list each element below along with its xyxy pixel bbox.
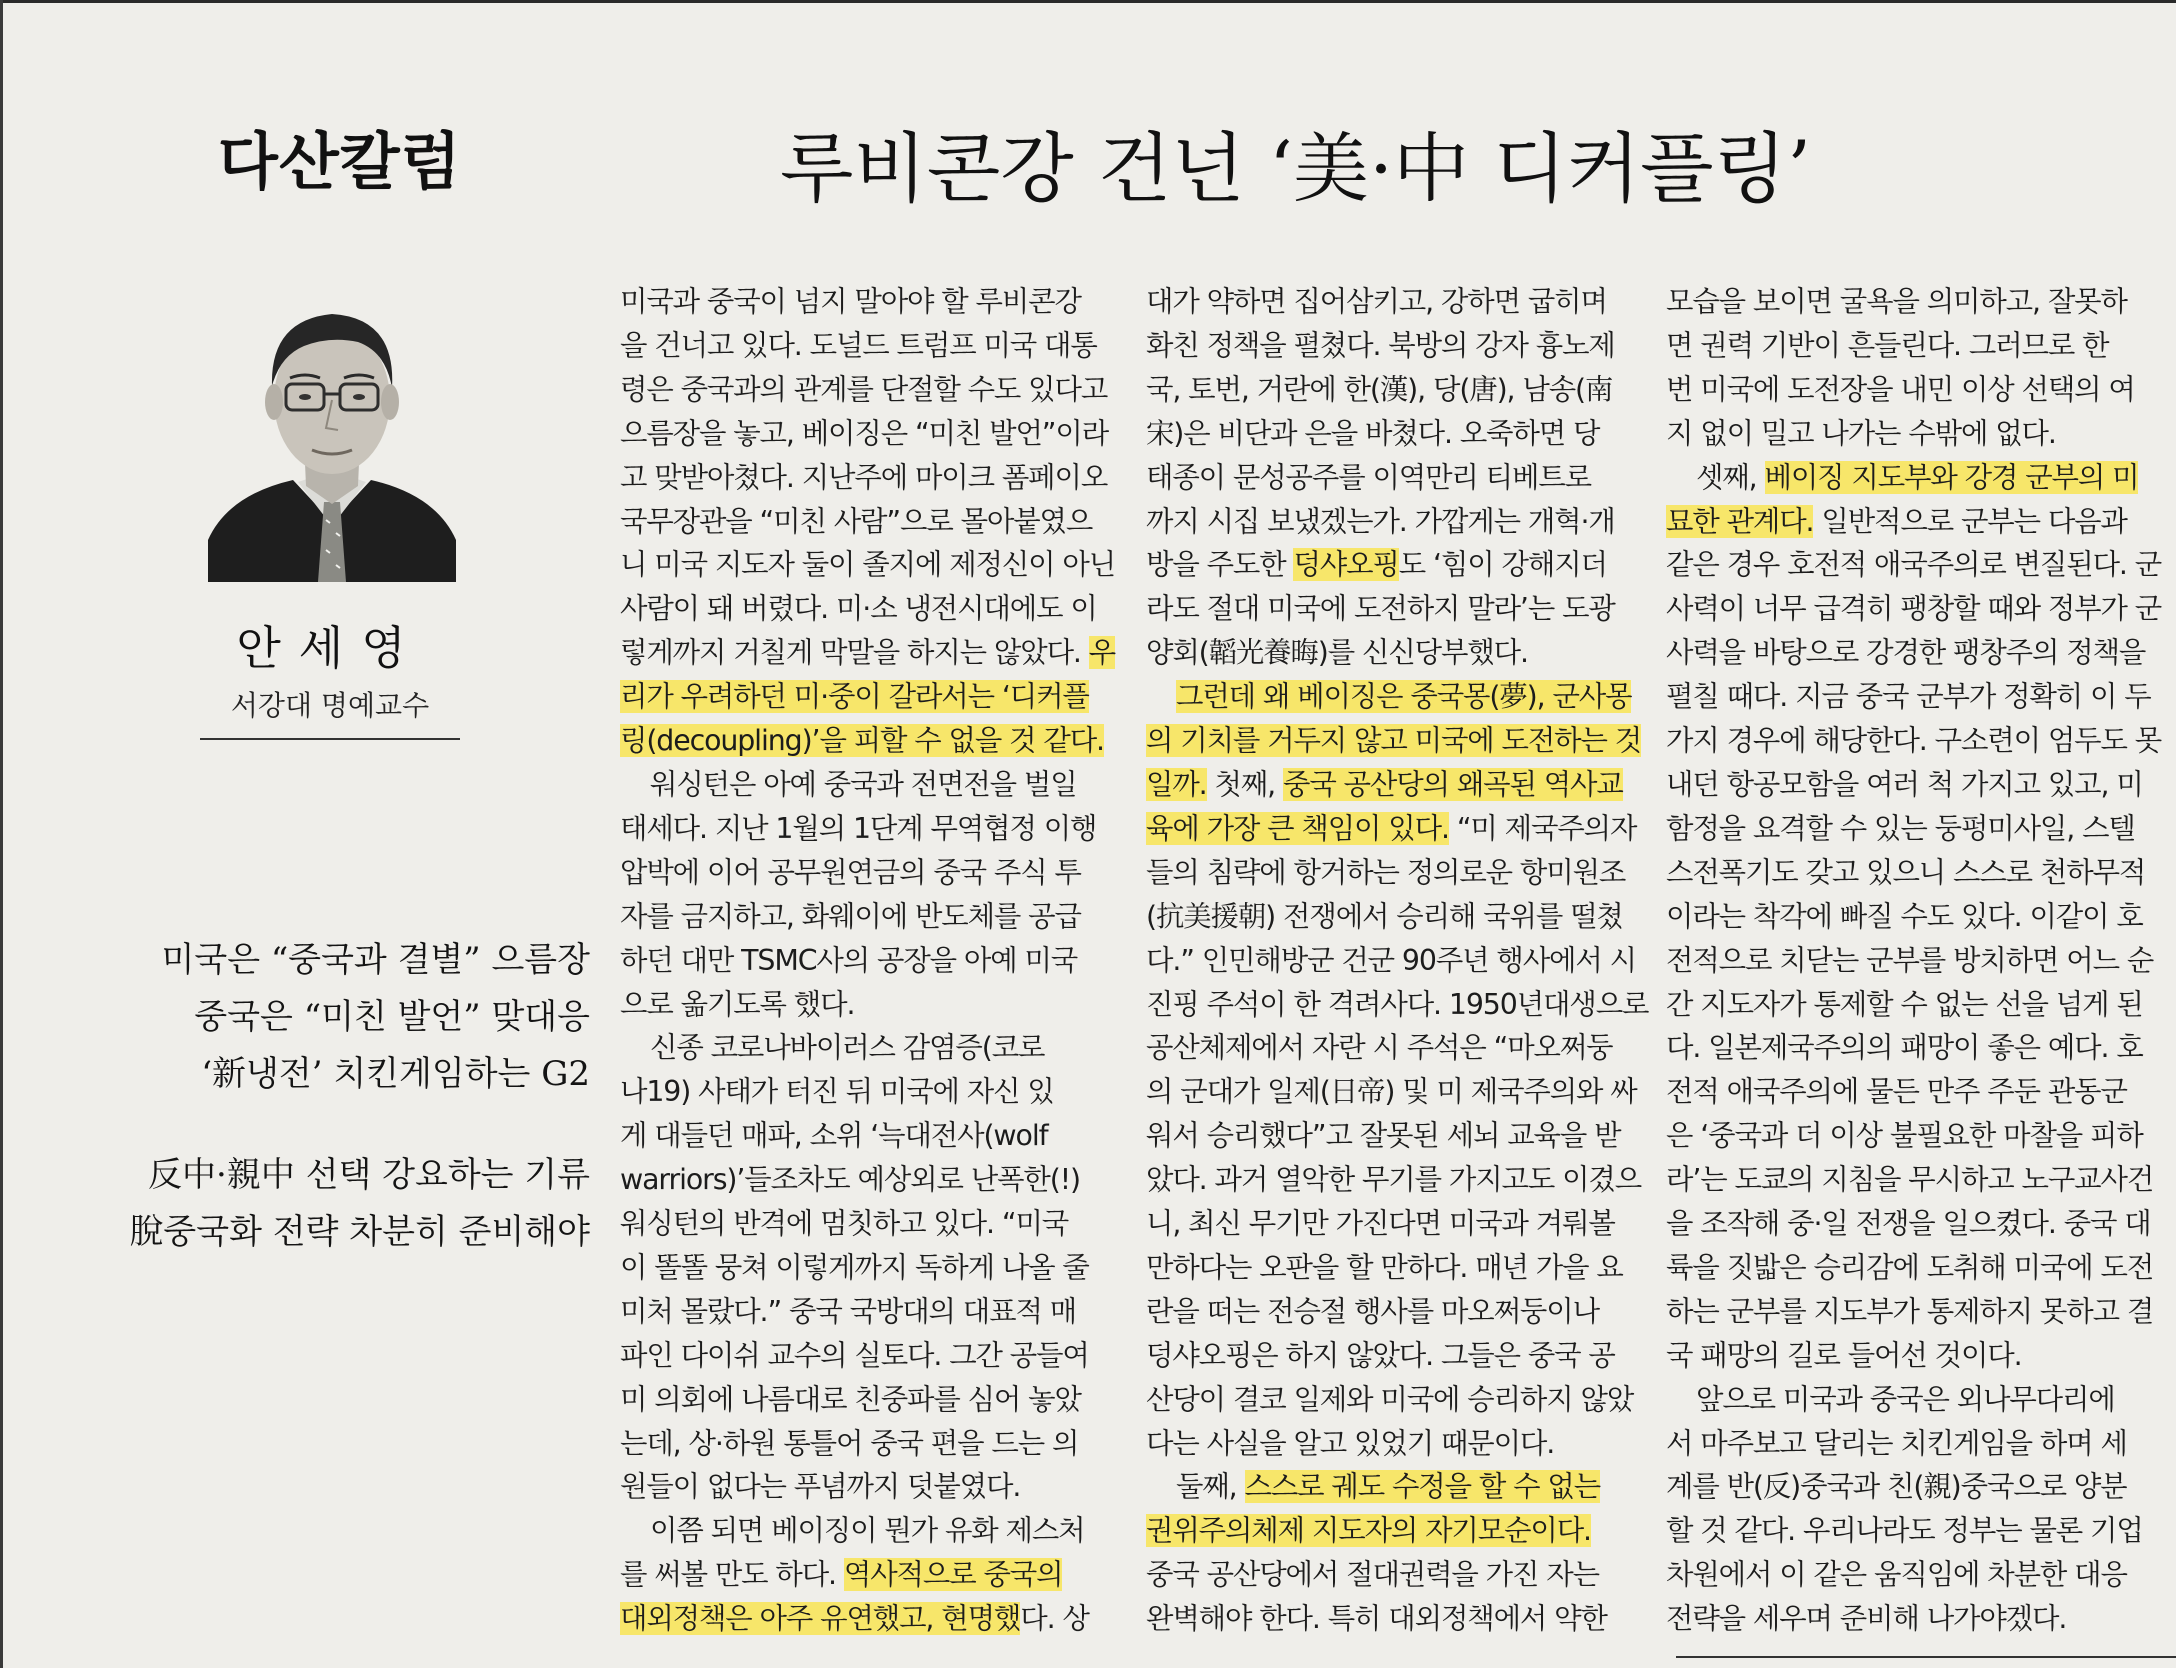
text-line: 계를 반(反)중국과 친(親)중국으로 양분	[1666, 1470, 2127, 1504]
text-line: 국, 토번, 거란에 한(漢), 당(唐), 남송(南	[1146, 372, 1613, 406]
text-line: 은 ‘중국과 더 이상 불필요한 마찰을 피하	[1666, 1119, 2143, 1153]
text-line: 다. 일본제국주의의 패망이 좋은 예다. 호	[1666, 1031, 2143, 1065]
text-line: 산당이 결코 일제와 미국에 승리하지 않았	[1146, 1382, 1634, 1416]
author-divider	[200, 738, 460, 740]
text-line: 았다. 과거 열악한 무기를 가지고도 이겼으	[1146, 1163, 1642, 1197]
text-line: 전적 애국주의에 물든 만주 주둔 관동군	[1666, 1075, 2127, 1109]
text-line	[1146, 1465, 1642, 1509]
text-line: 태종이 문성공주를 이역만리 티베트로	[1146, 460, 1591, 494]
text-line	[1146, 543, 1642, 587]
text-line: 령은 중국과의 관계를 단절할 수도 있다고	[620, 372, 1108, 406]
top-border	[0, 0, 2176, 3]
text-line: 가지 경우에 해당한다. 구소련이 엄두도 못	[1666, 724, 2162, 758]
text-span: 렇게까지 거칠게 막말을 하지는 않았다.	[620, 636, 1089, 670]
article-column-2	[1146, 280, 1649, 1641]
highlighted-text: 덩샤오핑	[1293, 548, 1399, 582]
author-affiliation: 서강대 명예교수	[230, 689, 430, 722]
text-line: 의 군대가 일제(日帝) 및 미 제국주의와 싸	[1146, 1075, 1637, 1109]
text-line: 니, 최신 무기만 가진다면 미국과 겨뤄볼	[1146, 1207, 1615, 1241]
text-line: 을 건너고 있다. 도널드 트럼프 미국 대통	[620, 328, 1097, 362]
text-span: 방을 주도한	[1146, 548, 1294, 582]
text-span: 를 써볼 만도 하다.	[620, 1558, 844, 1592]
article-column-3	[1666, 280, 2162, 1641]
text-line: 내던 항공모함을 여러 척 가지고 있고, 미	[1666, 767, 2143, 801]
subheadline-line: 중국은 “미친 발언” 맞대응	[194, 997, 590, 1037]
text-line: 같은 경우 호전적 애국주의로 변질된다. 군	[1666, 548, 2162, 582]
text-span: 둘째,	[1176, 1470, 1245, 1504]
text-line: 을 조작해 중·일 전쟁을 일으켰다. 중국 대	[1666, 1207, 2151, 1241]
text-line: 공산체제에서 자란 시 주석은 “마오쩌둥	[1146, 1031, 1613, 1065]
highlighted-text: 링(decoupling)’을 피할 수 없을 것 같다.	[620, 724, 1104, 758]
text-line	[620, 1597, 1116, 1641]
highlighted-text: 그런데 왜 베이징은 중국몽(夢), 군사몽	[1176, 680, 1632, 714]
highlighted-text: 대외정책은 아주 유연했고, 현명했	[620, 1602, 1021, 1636]
text-line: 국 패망의 길로 들어선 것이다.	[1666, 1338, 2022, 1372]
text-line: 펼칠 때다. 지금 중국 군부가 정확히 이 두	[1666, 680, 2151, 714]
text-line: 사력이 너무 급격히 팽창할 때와 정부가 군	[1666, 592, 2162, 626]
highlighted-text: 스스로 궤도 수정을 할 수 없는	[1244, 1470, 1601, 1504]
left-border	[0, 0, 3, 1668]
text-line: 하는 군부를 지도부가 통제하지 못하고 결	[1666, 1294, 2154, 1328]
text-line: warriors)’들조차도 예상외로 난폭한(!)	[620, 1163, 1080, 1197]
text-line: 서 마주보고 달리는 치킨게임을 하며 세	[1666, 1426, 2127, 1460]
text-line: 이 똘똘 뭉쳐 이렇게까지 독하게 나올 줄	[620, 1250, 1089, 1284]
text-line: 지 없이 밀고 나가는 수밖에 없다.	[1666, 416, 2056, 450]
text-line: 압박에 이어 공무원연금의 중국 주식 투	[620, 855, 1081, 889]
text-line: 중국 공산당에서 절대권력을 가진 자는	[1146, 1558, 1599, 1592]
text-line: 화친 정책을 펼쳤다. 북방의 강자 흉노제	[1146, 328, 1615, 362]
author-photo	[208, 290, 456, 582]
text-line: 미국과 중국이 넘지 말아야 할 루비콘강	[620, 285, 1081, 318]
text-line	[620, 1553, 1116, 1597]
headline: 루비콘강 건넌 ‘美·中 디커플링’	[780, 124, 1812, 213]
highlighted-text: 우	[1088, 636, 1116, 670]
text-line	[1146, 763, 1642, 807]
text-line: 모습을 보이면 굴욕을 의미하고, 잘못하	[1666, 285, 2127, 318]
subheadline-line: 反中·親中 선택 강요하는 기류	[148, 1155, 590, 1195]
text-line: 전략을 세우며 준비해 나가야겠다.	[1666, 1602, 2067, 1636]
text-line: 宋)은 비단과 은을 바쳤다. 오죽하면 당	[1146, 416, 1600, 450]
text-span: 다. 상	[1020, 1602, 1089, 1636]
text-line: 고 맞받아쳤다. 지난주에 마이크 폼페이오	[620, 460, 1108, 494]
text-line: 하던 대만 TSMC사의 공장을 아예 미국	[620, 943, 1078, 977]
text-line: 으로 옮기도록 했다.	[620, 987, 855, 1021]
text-line: 면 권력 기반이 흔들린다. 그러므로 한	[1666, 328, 2109, 362]
highlighted-text: 중국 공산당의 왜곡된 역사교	[1283, 767, 1623, 801]
text-line: 워싱턴은 아예 중국과 전면전을 벌일	[650, 767, 1077, 801]
text-line: 완벽해야 한다. 특히 대외정책에서 약한	[1146, 1602, 1607, 1636]
text-line: 워서 승리했다”고 잘못된 세뇌 교육을 받	[1146, 1119, 1621, 1153]
text-line: 국무장관을 “미친 사람”으로 몰아붙였으	[620, 504, 1093, 538]
text-line: 사력을 바탕으로 강경한 팽창주의 정책을	[1666, 636, 2146, 670]
text-line: 파인 다이쉬 교수의 실토다. 그간 공들여	[620, 1338, 1089, 1372]
text-line	[1666, 456, 2162, 500]
text-line: 는데, 상·하원 통틀어 중국 편을 드는 의	[620, 1426, 1079, 1460]
text-span: 셋째,	[1696, 460, 1765, 494]
text-line: 진핑 주석이 한 격려사다. 1950년대생으로	[1146, 987, 1649, 1021]
text-span: 첫째,	[1206, 767, 1284, 801]
column-title: 다산칼럼	[218, 125, 462, 198]
text-line: 간 지도자가 통제할 수 없는 선을 넘게 된	[1666, 987, 2143, 1021]
text-line: 만하다는 오판을 할 만하다. 매년 가을 요	[1146, 1250, 1623, 1284]
text-line: 다.” 인민해방군 건군 90주년 행사에서 시	[1146, 943, 1636, 977]
text-line: 스전폭기도 갖고 있으니 스스로 천하무적	[1666, 855, 2146, 889]
subheadline-line: ‘新냉전’ 치킨게임하는 G2	[201, 1054, 590, 1094]
text-line: 할 것 같다. 우리나라도 정부는 물론 기업	[1666, 1514, 2143, 1548]
highlighted-text: 묘한 관계다.	[1666, 504, 1814, 538]
text-line: 워싱턴의 반격에 멈칫하고 있다. “미국	[620, 1207, 1069, 1241]
text-line: 이라는 착각에 빠질 수도 있다. 이같이 호	[1666, 899, 2143, 933]
text-line	[1146, 807, 1642, 851]
text-line: 양회(韜光養晦)를 신신당부했다.	[1146, 636, 1528, 670]
text-line: 번 미국에 도전장을 내민 이상 선택의 여	[1666, 372, 2135, 406]
highlighted-text: 리가 우려하던 미·중이 갈라서는 ‘디커플	[620, 680, 1089, 714]
author-name: 안세영	[236, 621, 424, 675]
subheadline-gap	[90, 1103, 590, 1147]
text-span: “미 제국주의자	[1448, 811, 1637, 845]
text-line: 나19) 사태가 터진 뒤 미국에 자신 있	[620, 1075, 1054, 1109]
article-column-1	[620, 280, 1116, 1641]
subheadline-line: 미국은 “중국과 결별” 으름장	[161, 940, 590, 980]
text-line: 다는 사실을 알고 있었기 때문이다.	[1146, 1426, 1555, 1460]
highlighted-text: 육에 가장 큰 책임이 있다.	[1146, 811, 1449, 845]
highlighted-text: 권위주의체제 지도자의 자기모순이다.	[1146, 1514, 1591, 1548]
text-line: 이쯤 되면 베이징이 뭔가 유화 제스처	[650, 1514, 1085, 1548]
text-line: 미처 몰랐다.” 중국 국방대의 대표적 매	[620, 1294, 1077, 1328]
highlighted-text: 의 기치를 거두지 않고 미국에 도전하는 것	[1146, 724, 1642, 758]
text-line: (抗美援朝) 전쟁에서 승리해 국위를 떨쳤	[1146, 899, 1623, 933]
text-line: 자를 금지하고, 화웨이에 반도체를 공급	[620, 899, 1081, 933]
bottom-divider	[1676, 1656, 2176, 1658]
text-line: 으름장을 놓고, 베이징은 “미친 발언”이라	[620, 416, 1109, 450]
text-line: 원들이 없다는 푸념까지 덧붙였다.	[620, 1470, 1021, 1504]
highlighted-text: 일까.	[1146, 767, 1207, 801]
subheadline-line: 脫중국화 전략 차분히 준비해야	[129, 1212, 590, 1252]
text-line: 들의 침략에 항거하는 정의로운 항미원조	[1146, 855, 1626, 889]
text-line: 앞으로 미국과 중국은 외나무다리에	[1696, 1382, 2115, 1416]
text-line: 신종 코로나바이러스 감염증(코로	[650, 1031, 1045, 1065]
text-line: 륙을 짓밟은 승리감에 도취해 미국에 도전	[1666, 1250, 2154, 1284]
text-line: 차원에서 이 같은 움직임에 차분한 대응	[1666, 1558, 2127, 1592]
text-line: 함정을 요격할 수 있는 둥펑미사일, 스텔	[1666, 811, 2135, 845]
text-line	[1146, 1509, 1642, 1553]
text-line: 대가 약하면 집어삼키고, 강하면 굽히며	[1146, 285, 1607, 318]
text-line: 사람이 돼 버렸다. 미·소 냉전시대에도 이	[620, 592, 1097, 626]
text-line: 라’는 도쿄의 지침을 무시하고 노구교사건	[1666, 1163, 2154, 1197]
text-span: 일반적으로 군부는 다음과	[1813, 504, 2127, 538]
author-portrait-illustration	[208, 290, 456, 582]
text-line: 태세다. 지난 1월의 1단계 무역협정 이행	[620, 811, 1097, 845]
text-line	[1146, 675, 1642, 719]
text-line: 미 의회에 나름대로 친중파를 심어 놓았	[620, 1382, 1081, 1416]
text-line: 까지 시집 보냈겠는가. 가깝게는 개혁·개	[1146, 504, 1615, 538]
subheadline-block	[90, 932, 590, 1261]
highlighted-text: 역사적으로 중국의	[843, 1558, 1063, 1592]
text-line: 전적으로 치닫는 군부를 방치하면 어느 순	[1666, 943, 2154, 977]
text-line: 라도 절대 미국에 도전하지 말라’는 도광	[1146, 592, 1615, 626]
text-line: 덩샤오핑은 하지 않았다. 그들은 중국 공	[1146, 1338, 1615, 1372]
text-line	[1146, 719, 1642, 763]
text-line	[620, 675, 1116, 719]
text-line: 니 미국 지도자 둘이 졸지에 제정신이 아닌	[620, 548, 1116, 582]
text-line	[1666, 500, 2162, 544]
text-line	[620, 719, 1116, 763]
text-span: 도 ‘힘이 강해지더	[1398, 548, 1607, 582]
highlighted-text: 베이징 지도부와 강경 군부의 미	[1764, 460, 2139, 494]
text-line	[620, 631, 1116, 675]
text-line: 란을 떠는 전승절 행사를 마오쩌둥이나	[1146, 1294, 1599, 1328]
text-line: 게 대들던 매파, 소위 ‘늑대전사(wolf	[620, 1119, 1048, 1153]
